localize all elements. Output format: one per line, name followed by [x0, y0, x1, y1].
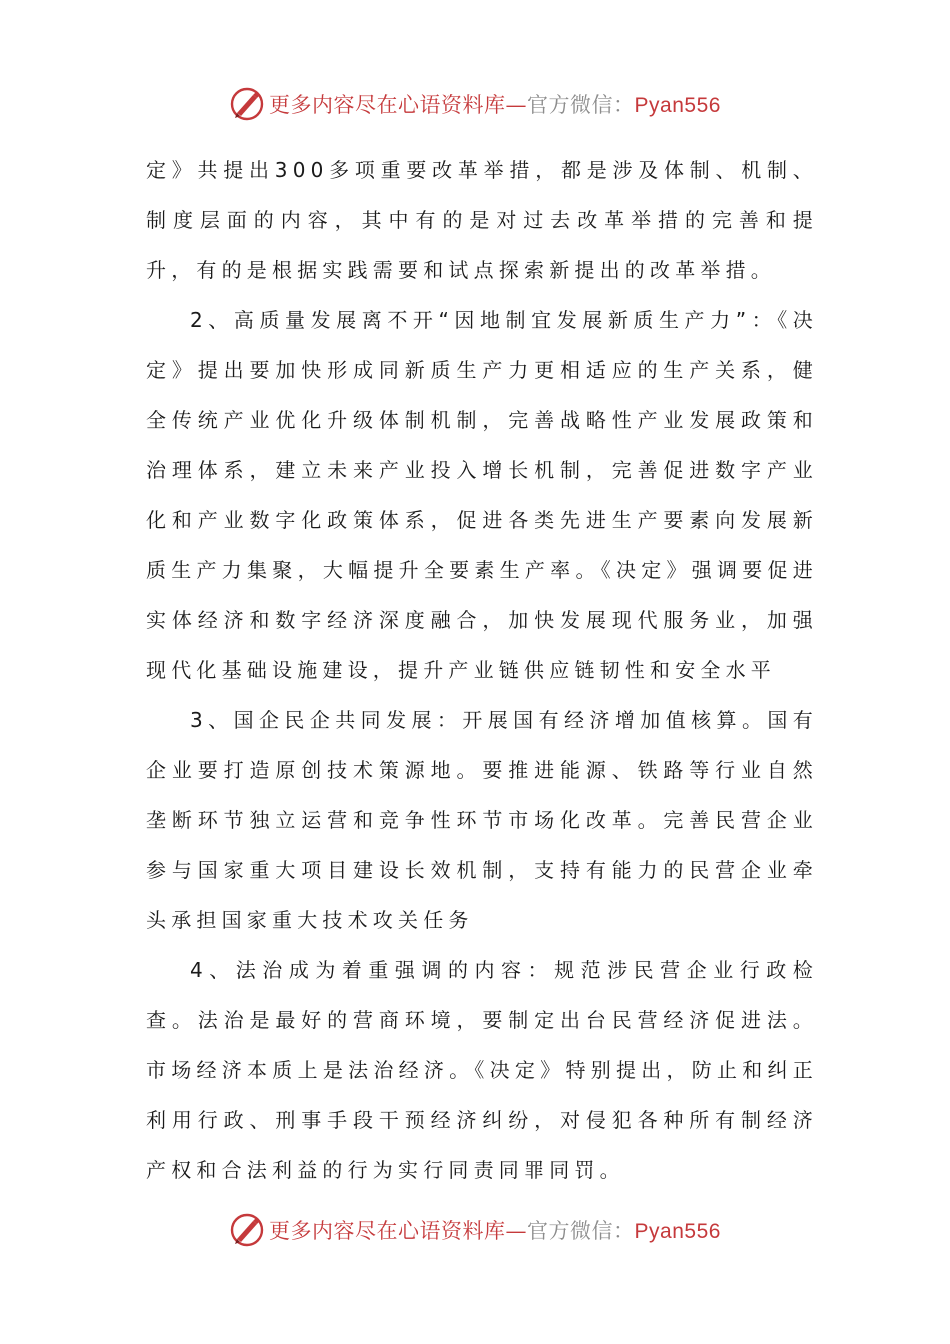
banner-official-label: 官方微信： — [527, 1219, 635, 1243]
banner-wechat-id: Pyan556 — [634, 94, 721, 117]
pen-logo-icon — [229, 1212, 265, 1248]
banner-text — [269, 1215, 721, 1245]
banner-dash: — — [505, 1219, 528, 1243]
paragraph: 4、法治成为着重强调的内容：规范涉民营企业行政检查。法治是最好的营商环境，要制定出台民营经济促进法。市场经济本质上是法治经济。《决定》特别提出，防止和纠正利用行政、刑事手段干预经济纠纷，对侵犯各种所有制经济产权和合法利益的行为实行同责同罪同罚。 — [146, 958, 818, 1182]
footer-banner — [0, 1210, 950, 1250]
banner-site-text: 更多内容尽在心语资料库 — [269, 1219, 506, 1243]
header-banner — [0, 84, 950, 124]
banner-site-text: 更多内容尽在心语资料库 — [269, 93, 506, 117]
document-body — [146, 145, 818, 1195]
banner-official-label: 官方微信： — [527, 93, 635, 117]
banner-text — [269, 89, 721, 119]
banner-dash: — — [505, 93, 528, 117]
paragraph: 定》共提出300多项重要改革举措，都是涉及体制、机制、制度层面的内容，其中有的是对过去改革举措的完善和提升，有的是根据实践需要和试点探索新提出的改革举措。 — [146, 158, 818, 282]
paragraph: 3、国企民企共同发展：开展国有经济增加值核算。国有企业要打造原创技术策源地。要推进能源、铁路等行业自然垄断环节独立运营和竞争性环节市场化改革。完善民营企业参与国家重大项目建设长效机制，支持有能力的民营企业牵头承担国家重大技术攻关任务 — [146, 708, 818, 932]
pen-logo-icon — [229, 86, 265, 122]
paragraph: 2、高质量发展离不开“因地制宜发展新质生产力”：《决定》提出要加快形成同新质生产力更相适应的生产关系，健全传统产业优化升级体制机制，完善战略性产业发展政策和治理体系，建立未来产业投入增长机制，完善促进数字产业化和产业数字化政策体系，促进各类先进生产要素向发展新质生产力集聚，大幅提升全要素生产率。《决定》强调要促进实体经济和数字经济深度融合，加快发展现代服务业，加强现代化基础设施建设，提升产业链供应链韧性和安全水平 — [146, 308, 818, 682]
banner-wechat-id: Pyan556 — [634, 1220, 721, 1243]
